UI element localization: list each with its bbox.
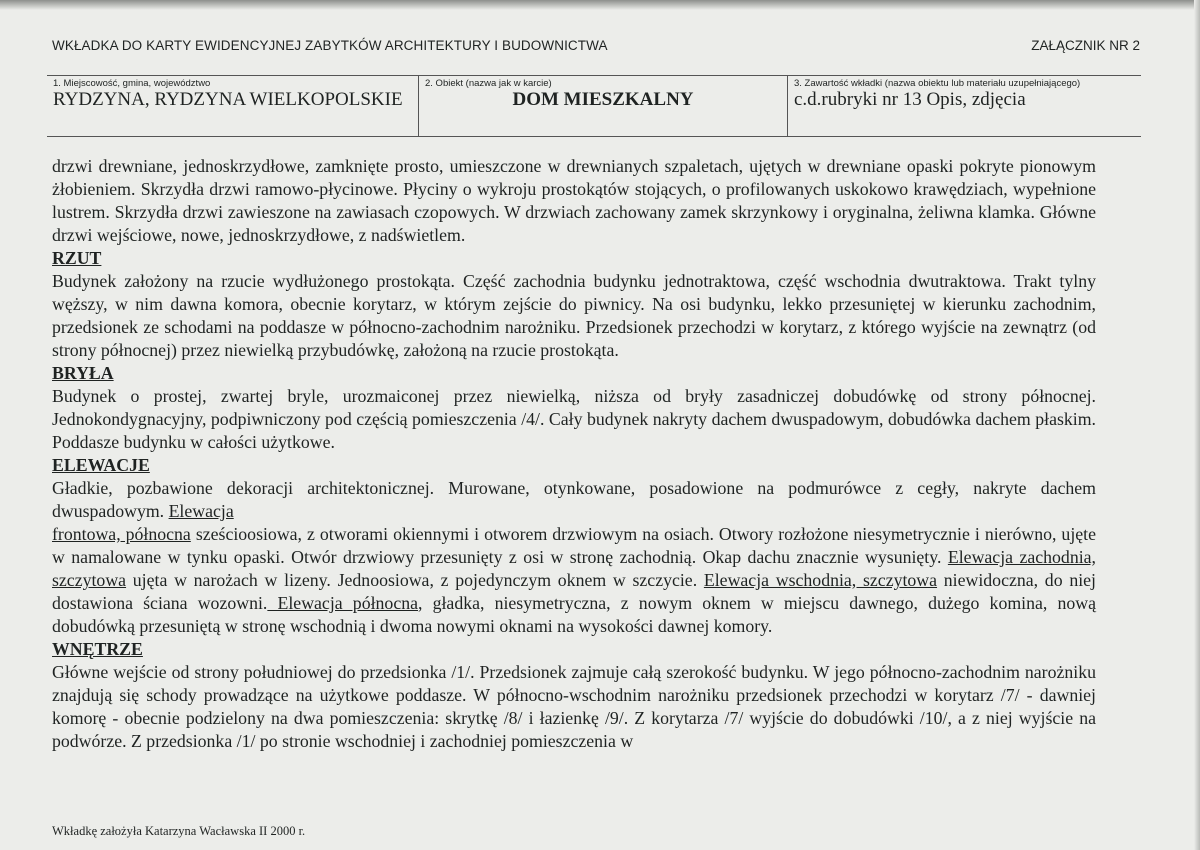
scan-top-edge (0, 0, 1200, 10)
field-location (47, 76, 418, 136)
intro-paragraph: drzwi drewniane, jednoskrzydłowe, zamknięte prosto, umieszczone w drewnianych szpaletach, ujętych w drewniane opaski pokryte pionowym żłobieniem. Skrzydła drzwi ramowo-płycinowe. Płyciny o wykroju prostokątów stojących, o profilowanych uskokowo krawędziach, wypełnione lustrem. Skrzydła drzwi zawieszone na zawiasach czopowych. W drzwiach zachowany zamek skrzynkowy i oryginalna, żeliwna klamka. Główne drzwi wejściowe, nowe, jednoskrzydłowe, z nadświetlem. (52, 156, 1096, 245)
scan-right-edge (1194, 0, 1200, 850)
field-location-value: RYDZYNA, RYDZYNA WIELKOPOLSKIE (53, 89, 403, 110)
elewacje-text-5: , gładka, niesymetryczna, z nowym oknem w miejscu dawnego, dużego komina, nową dobudówką przesuniętą w stronę wschodnią i dwoma nowymi oknami na wysokości dawnej komory. (52, 593, 1097, 636)
field-location-label: 1. Miejscowość, gmina, województwo (53, 78, 211, 89)
section-heading-elewacje: ELEWACJE (52, 455, 150, 475)
field-object-value: DOM MIESZKALNY (512, 89, 694, 110)
bryla-paragraph: Budynek o prostej, zwartej bryle, urozmaiconej przez niewielką, niższa od bryły zasadniczej dobudówkę od strony północnej. Jednokondygnacyjny, podpiwniczony pod częścią pomieszczenia /4/. Cały budynek nakryty dachem dwuspadowym, dobudówka dachem płaskim. Poddasze budynku w całości użytkowe. (52, 386, 1096, 452)
author-footer: Wkładkę założyła Katarzyna Wacławska II 2000 r. (52, 824, 306, 838)
wnetrze-paragraph: Główne wejście od strony południowej do przedsionka /1/. Przedsionek zajmuje całą szerokość budynku. W jego północno-zachodnim narożniku znajdują się schody prowadzące na użytkowe poddasze. W północno-wschodnim narożniku przedsionek przechodzi w korytarz /7/ - dawniej komorę - obecnie podzielony na dwa pomieszczenia: skrytkę /8/ i łazienkę /9/. Z korytarza /7/ wyjście do dobudówki /10/, a z niej wyjście na podwórze. Z przedsionka /1/ po stronie wschodniej i zachodniej pomieszczenia w (52, 662, 1096, 751)
field-object-label: 2. Obiekt (nazwa jak w karcie) (425, 78, 552, 89)
elewacje-term-north: Elewacja północna (267, 593, 418, 613)
elewacje-term-front: Elewacja (168, 501, 234, 521)
rzut-paragraph: Budynek założony na rzucie wydłużonego prostokąta. Część zachodnia budynku jednotraktowa, część wschodnia dwutraktowa. Trakt tylny węższy, w nim dawna komora, obecnie korytarz, w którym zejście do piwnicy. Na osi budynku, lekko przesuniętej w kierunku zachodnim, przedsionek ze schodami na poddasze w północno-zachodnim narożniku. Przedsionek przechodzi w korytarz, z którego wyjście na zewnątrz (od strony północnej) przez niewielką przybudówkę, założoną na rzucie prostokąta. (52, 271, 1096, 360)
elewacje-term-east: Elewacja wschodnia, szczytowa (703, 570, 938, 590)
annex-number: ZAŁĄCZNIK NR 2 (1031, 38, 1140, 53)
header-fields-table (47, 75, 1141, 137)
elewacje-text-1: Gładkie, pozbawione dekoracji architektonicznej. Murowane, otynkowane, posadowione na podmurówce z cegły, nakryte dachem dwuspadowym. (52, 478, 1096, 521)
elewacje-paragraph (52, 477, 1096, 638)
field-object (418, 76, 787, 136)
elewacje-term-west: Elewacja zachodnia, szczytowa (52, 547, 1096, 590)
section-heading-rzut: RZUT (52, 248, 102, 268)
description-body (52, 155, 1096, 753)
section-heading-bryla: BRYŁA (52, 363, 114, 383)
field-contents-value: c.d.rubryki nr 13 Opis, zdjęcia (794, 89, 1026, 110)
elewacje-text-2: sześcioosiowa, z otworami okiennymi i otworem drzwiowym na osiach. Otwory rozłożone niesymetrycznie i nierówno, ujęte w namalowane w tynku opaski. Otwór drzwiowy przesunięty z osi w stronę zachodnią. Okap dachu znacznie wysunięty. (52, 524, 1096, 567)
elewacje-text-3: ujęta w narożach w lizeny. Jednoosiowa, z pojedynczym oknem w szczycie. (126, 570, 704, 590)
elewacje-text-4: niewidoczna, do niej dostawiona ściana wozowni. (52, 570, 1096, 613)
form-title: WKŁADKA DO KARTY EWIDENCYJNEJ ZABYTKÓW ARCHITEKTURY I BUDOWNICTWA (52, 38, 608, 53)
elewacje-term-front-2: frontowa, północna (52, 524, 191, 544)
section-heading-wnetrze: WNĘTRZE (52, 639, 143, 659)
field-contents (787, 76, 1141, 136)
field-contents-label: 3. Zawartość wkładki (nazwa obiektu lub materiału uzupełniającego) (794, 78, 1081, 89)
